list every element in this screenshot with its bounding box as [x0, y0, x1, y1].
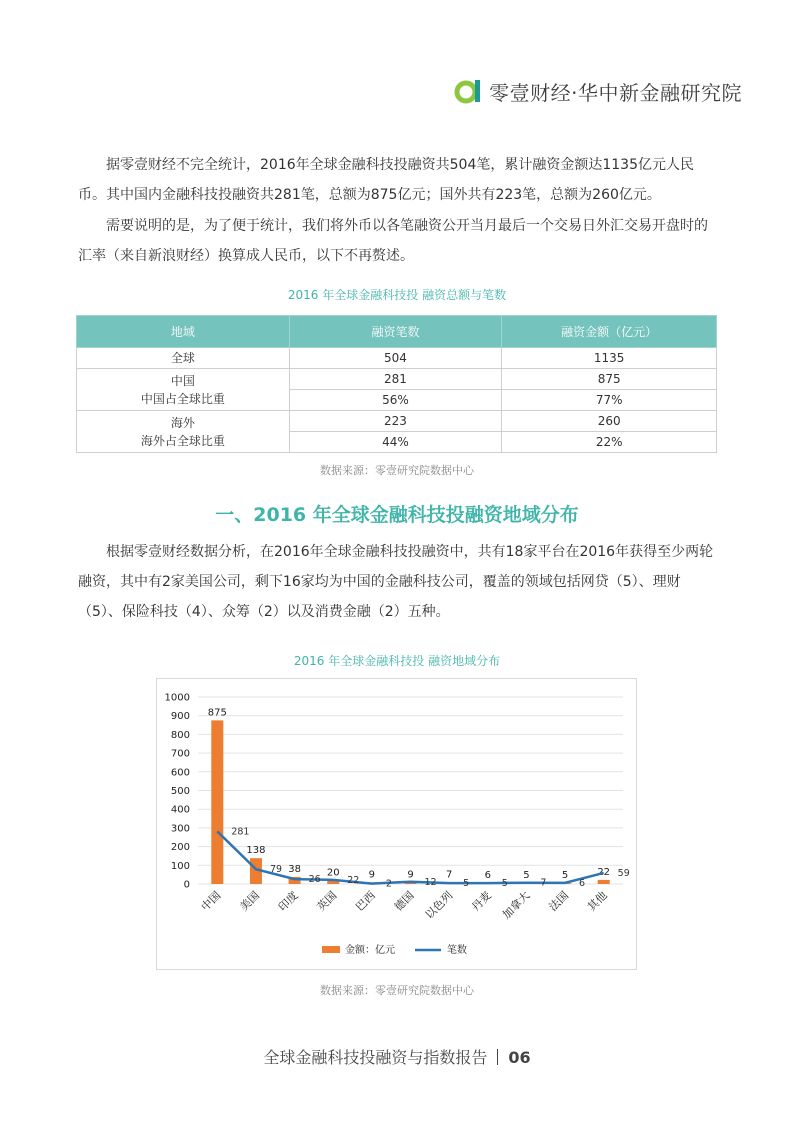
line-data-label: 5	[463, 878, 470, 890]
section-title: 一、2016 年全球金融科技投融资地域分布	[215, 504, 579, 526]
legend-line-label: 笔数	[447, 945, 467, 956]
page-footer	[0, 1045, 794, 1068]
y-tick-label: 1000	[164, 692, 190, 704]
brand-logo-icon	[453, 76, 483, 106]
x-tick-label: 英国	[314, 888, 340, 914]
line-data-label: 22	[347, 874, 360, 886]
region-overseas-cell	[77, 411, 290, 453]
chart-source: 数据来源：零壹研究院数据中心	[320, 984, 474, 997]
y-tick-label: 100	[170, 860, 190, 872]
header-amount: 融资金额（亿元）	[502, 316, 717, 348]
x-tick-label: 加拿大	[500, 888, 533, 922]
bar-data-label: 5	[523, 870, 530, 882]
count-share-china: 56%	[289, 390, 502, 411]
chart-caption: 2016 年全球金融科技投 融资地域分布	[293, 654, 501, 668]
table-header-row	[77, 316, 717, 348]
header-count: 融资笔数	[289, 316, 502, 348]
region-overseas-share: 海外占全球比重	[140, 433, 225, 448]
line-data-label: 7	[540, 877, 547, 889]
table-caption: 2016 年全球金融科技投 融资总额与笔数	[287, 288, 507, 302]
y-tick-label: 500	[170, 786, 190, 797]
bar-data-label: 38	[288, 863, 301, 875]
y-tick-label: 300	[170, 823, 190, 835]
x-tick-label: 以色列	[422, 888, 456, 922]
intro-paragraph-2: 需要说明的是，为了便于统计，我们将外币以各笔融资公开当月最后一个交易日外汇交易开盘时的汇率（来自新浪财经）换算成人民币，以下不再赘述。	[78, 218, 708, 264]
line-data-label: 12	[424, 876, 437, 888]
table-source: 数据来源：零壹研究院数据中心	[320, 464, 474, 477]
region-china: 中国	[170, 373, 195, 388]
x-tick-label: 美国	[237, 888, 263, 914]
region-global: 全球	[77, 348, 290, 369]
y-tick-label: 200	[170, 842, 190, 854]
x-tick-label: 印度	[275, 888, 301, 914]
line-data-label: 281	[231, 826, 250, 838]
page-number: 06	[508, 1048, 531, 1067]
amount-overseas: 260	[502, 411, 717, 432]
count-global: 504	[289, 348, 502, 369]
count-china: 281	[289, 369, 502, 390]
y-tick-label: 0	[183, 879, 190, 891]
bar-data-label: 9	[407, 869, 414, 881]
y-tick-label: 900	[170, 711, 190, 723]
x-tick-label: 德国	[391, 888, 417, 914]
x-tick-label: 巴西	[353, 888, 378, 914]
table-row	[77, 369, 717, 390]
amount-china: 875	[502, 369, 717, 390]
header-logo	[453, 76, 742, 106]
footer-title: 全球金融科技投融资与指数报告	[263, 1048, 488, 1067]
analysis-paragraph: 根据零壹财经数据分析，在2016年全球金融科技投融资中，共有18家平台在2016年获得至少两轮融资，其中有2家美国公司，剩下16家均为中国的金融科技公司，覆盖的领域包括网贷（5）、理财（5）、保险科技（4）、众筹（2）以及消费金融（2）五种。	[78, 544, 714, 620]
bar-data-label: 875	[207, 707, 227, 719]
x-tick-label: 其他	[585, 888, 610, 914]
brand-name: 零壹财经·华中新金融研究院	[489, 80, 742, 105]
financing-summary-table	[76, 315, 717, 453]
bar-data-label: 9	[368, 869, 376, 881]
line-data-label: 2	[385, 878, 392, 890]
footer-divider	[497, 1049, 498, 1065]
y-tick-label: 800	[170, 729, 190, 741]
line-data-label: 59	[617, 867, 630, 879]
x-tick-label: 中国	[198, 888, 224, 914]
count-share-overseas: 44%	[289, 432, 502, 453]
table-row	[77, 411, 717, 432]
amount-global: 1135	[502, 348, 717, 369]
legend-bar-swatch	[322, 946, 340, 953]
chart-frame	[156, 678, 637, 970]
table-row	[77, 348, 717, 369]
line-data-label: 26	[308, 874, 321, 886]
region-overseas: 海外	[170, 415, 195, 430]
line-data-label: 5	[501, 878, 508, 890]
line-data-label: 6	[579, 877, 586, 889]
region-china-share: 中国占全球比重	[140, 391, 225, 406]
bar-data-label: 20	[326, 867, 340, 879]
amount-share-china: 77%	[502, 390, 717, 411]
bar-data-label: 6	[484, 869, 491, 881]
amount-share-overseas: 22%	[502, 432, 717, 453]
bar	[211, 720, 223, 884]
bar-data-label: 5	[561, 870, 569, 882]
y-tick-label: 600	[170, 767, 190, 779]
header-region: 地域	[77, 316, 290, 348]
bar-data-label: 22	[597, 866, 611, 878]
bar	[598, 880, 610, 884]
line-data-label: 79	[269, 864, 283, 876]
y-tick-label: 400	[170, 804, 190, 816]
x-tick-label: 丹麦	[469, 888, 494, 914]
region-china-cell	[77, 369, 290, 411]
legend-bar-label: 金额：亿元	[345, 945, 395, 956]
x-tick-label: 法国	[546, 888, 572, 914]
count-overseas: 223	[289, 411, 502, 432]
bar-data-label: 7	[445, 869, 453, 881]
intro-paragraph-1: 据零壹财经不完全统计，2016年全球金融科技投融资共504笔，累计融资金额达1135亿元人民币。其中国内金融科技投融资共281笔，总额为875亿元；国外共有223笔，总额为260亿元。	[78, 157, 694, 203]
region-distribution-chart	[157, 679, 636, 969]
bar-data-label: 138	[246, 845, 266, 857]
y-tick-label: 700	[170, 748, 190, 760]
